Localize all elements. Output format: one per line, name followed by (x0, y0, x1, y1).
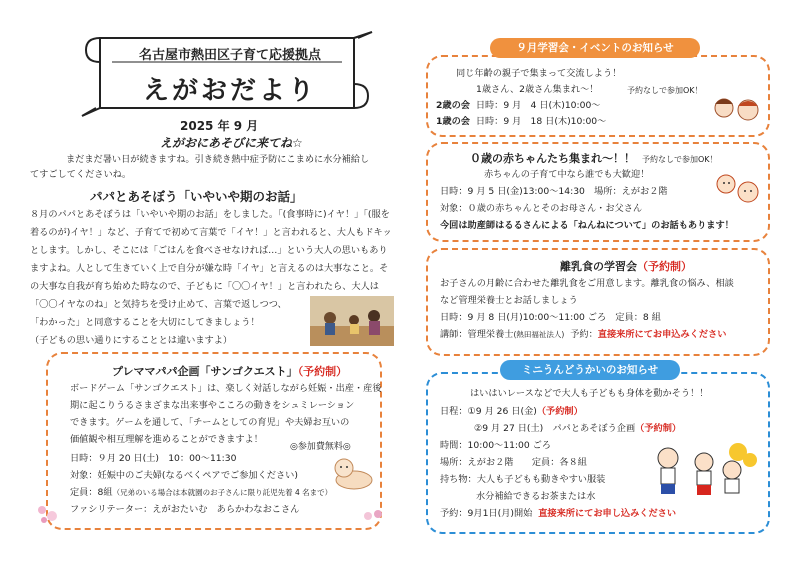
premama-title (112, 363, 347, 379)
premama-capacity-text: 定員：8組 (70, 487, 113, 498)
event-photo (310, 296, 394, 346)
athletic-place: 場所：えがお２階 定員：各８組 (440, 457, 587, 468)
sports-kids-illustration (650, 440, 762, 506)
intro-line-1: まだまだ暑い日が続きますね。引き続き熱中症予防にこまめに水分補給し (66, 154, 370, 165)
talk-line-5: の大事な自我が育ち始めた時なので、子どもに「〇〇イヤ！」と言われたら、大人は (30, 281, 379, 292)
events-row-2sai-label: 2歳の会 (436, 100, 470, 111)
food-reserve: （予約制） (637, 260, 692, 273)
talk-line-1: ８月のパパとあそぼうは「いやいや期のお話」をしました。「(食事時に)イヤ！」「(服を (30, 209, 390, 220)
athletic-reserve-1: （予約制） (536, 406, 583, 417)
flower-decoration-right (360, 506, 386, 526)
premama-facilitator: ファシリテーター：えがおたいむ あらかわなおこさん (70, 504, 300, 515)
athletic-schedule-1-text: 日程：①9 月 26 日(金) (440, 406, 537, 417)
athletic-schedule-1 (440, 404, 583, 419)
events-note: 予約なしで参加OK！ (627, 86, 703, 95)
events-row-1sai-label: 1歳の会 (436, 116, 470, 127)
premama-date: 日時：９月 20 日(土) 10：00～11:30 (70, 453, 237, 464)
baby-illustration (330, 452, 378, 492)
events-header: ９月学習会・イベントのお知らせ (490, 38, 700, 58)
athletic-reserve (440, 506, 676, 521)
food-lecturer (440, 327, 726, 342)
talk-line-6: 「〇〇イヤなのね」と気持ちを受け止めて、言葉で返しつつ、 (30, 299, 287, 310)
intro-line-2: てすごしてくださいね。 (30, 169, 132, 180)
food-line-2: など管理栄養士とお話しましょう (440, 295, 578, 306)
athletic-header: ミニうんどうかいのお知らせ (500, 360, 680, 380)
food-title-text: 離乳食の学習会 (560, 260, 637, 273)
talk-heading: パパとあそぼう「いやいや期のお話」 (90, 189, 303, 204)
premama-fee: ◎参加費無料◎ (290, 442, 351, 452)
premama-desc-1: ボードゲーム「サンゴクエスト」は、楽しく対話しながら妊娠・出産・産後 (70, 383, 382, 394)
food-lecturer-text: 講師：管理栄養士 (440, 329, 514, 340)
food-reserve-info: 直接来所にてお申込みください (597, 329, 727, 340)
athletic-schedule-2-text: ②9 月 27 日(土) パパとあそぼう企画 (474, 423, 636, 434)
babies-title: ０歳の赤ちゃんたち集まれ～！！ (470, 152, 635, 165)
babies-line-1: 赤ちゃんの子育て中なら誰でも大歓迎！ (484, 169, 650, 180)
food-title (560, 258, 692, 274)
premama-desc-2: 期に起こりうるさまざまな出来事やこころの動きをシュミレーション (70, 400, 355, 411)
premama-title-text: プレママパパ企画「サンゴクエスト」 (112, 365, 298, 378)
org-name: 名古屋市熱田区子育て応援拠点 (138, 48, 321, 63)
athletic-reserve-label: 予約：9月1日(月)開始 (440, 508, 533, 519)
issue-date: 2025 年 9 月 (180, 119, 259, 133)
premama-desc-4: 価値観や相互理解を進めることができますよ！ (70, 434, 263, 445)
athletic-items: 持ち物：大人も子どもも動きやすい服装 (440, 474, 606, 485)
premama-reserve: （予約制） (297, 365, 348, 378)
talk-line-2: 着るのが)イヤ！」など、子育てで初めて言葉で「イヤ！」と言われると、大人もドキッ (30, 227, 392, 238)
flower-decoration-left (34, 502, 62, 526)
premama-capacity (70, 484, 332, 501)
food-lecturer-org: (熱田福祉法人) (513, 330, 565, 339)
events-line-2: 1歳さん、2歳さん集まれ～！ (476, 84, 599, 95)
babies-note: 予約なしで参加OK！ (642, 155, 718, 164)
babies-target: 対象：０歳の赤ちゃんとそのお母さん・お父さん (440, 203, 643, 214)
premama-capacity-note: （兄弟のいる場合は本就園のお子さんに限り託児先着 4 名まで） (112, 488, 333, 497)
events-row-2sai (436, 98, 601, 113)
kids-illustration (712, 92, 764, 128)
events-row-1sai-date: 日時：9 月 18 日(木)10:00～ (475, 116, 607, 127)
events-row-2sai-date: 日時：9 月 4 日(木)10:00～ (475, 100, 601, 111)
tagline: えがおにあそびに来てね☆ (160, 136, 303, 150)
baby-faces-illustration (712, 170, 764, 210)
athletic-items-2: 水分補給できるお茶または水 (476, 491, 596, 502)
babies-extra: 今回は助産師はるるさんによる「ねんねについて」のお話もあります！ (440, 220, 734, 231)
newsletter-title: えがおだより (142, 76, 317, 106)
events-line-1: 同じ年齢の親子で集まって交流しよう！ (456, 68, 622, 79)
talk-line-3: とします。しかし、そこには「ごはんを食べさせなければ…」という大人の思いもあり (30, 245, 388, 256)
food-date: 日時：9 月 8 日(月)10:00～11:00 ごろ 定員：8 組 (440, 312, 661, 323)
events-row-1sai (436, 114, 606, 129)
athletic-time: 時間：10:00～11:00 ごろ (440, 440, 551, 451)
talk-line-8: （子どもの思い通りにすることとは違いますよ） (30, 335, 233, 346)
athletic-schedule-2 (474, 421, 681, 436)
athletic-reserve-2: （予約制） (635, 423, 682, 434)
premama-desc-3: できます。ゲームを通して、「チームとしての育児」や夫婦お互いの (70, 417, 350, 428)
food-line-1: お子さんの月齢に合わせた離乳食をご用意します。離乳食の悩み、相談 (440, 278, 734, 289)
talk-line-4: ますよね。人として生きていく上で自分が嫌な時「イヤ」と言えるのは大事なこと。そ (30, 263, 389, 274)
talk-line-7: 「わかった」と同意することを大切にしてきましょう！ (30, 317, 260, 328)
athletic-reserve-info: 直接来所にてお申し込みください (538, 508, 677, 519)
athletic-line-1: はいはいレースなどで大人も子どもも身体を動かそう！！ (470, 388, 709, 399)
food-reserve-label: 予約： (570, 329, 598, 340)
babies-date: 日時：9 月 5 日(金)13:00～14:30 場所：えがお２階 (440, 186, 668, 197)
premama-target: 対象：妊娠中のご夫婦(なるべくペアでご参加ください) (70, 470, 298, 481)
